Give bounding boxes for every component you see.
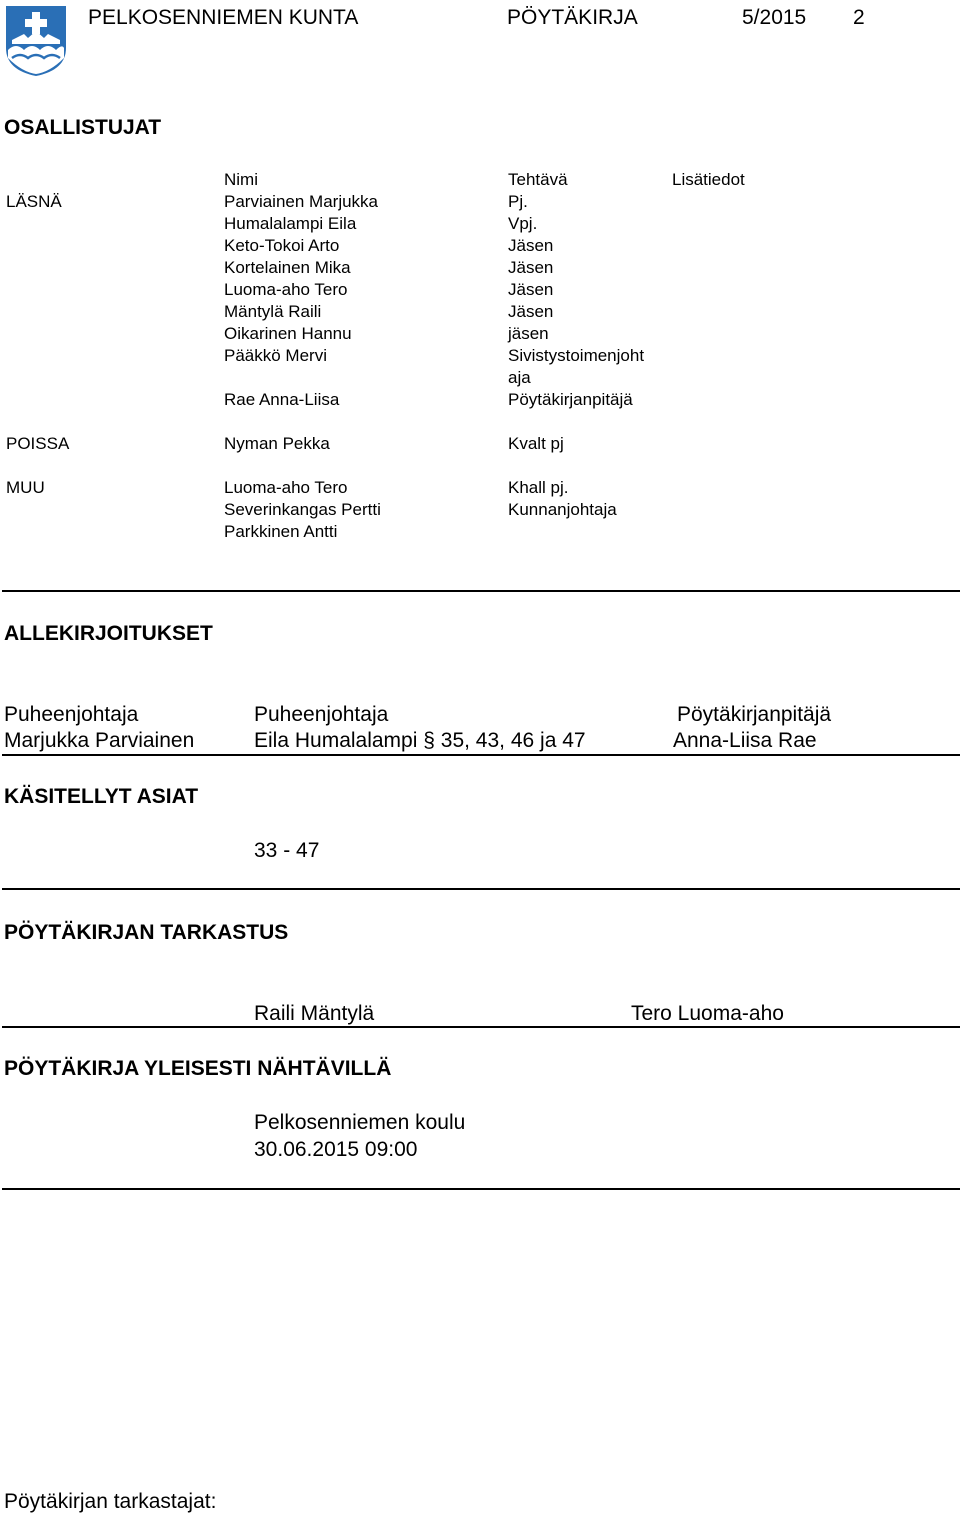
participant-role: Jäsen xyxy=(508,302,554,321)
section-divider xyxy=(2,888,960,890)
reviewer-name: Tero Luoma-aho xyxy=(631,1002,784,1025)
section-divider xyxy=(2,1188,960,1190)
participant-role: Jäsen xyxy=(508,258,554,277)
participant-role: Khall pj. xyxy=(508,478,569,497)
participant-name: Parkkinen Antti xyxy=(224,522,338,541)
signature-role: Puheenjohtaja xyxy=(4,703,139,726)
section-divider xyxy=(2,590,960,592)
section-divider xyxy=(2,754,960,756)
participant-name: Pääkkö Mervi xyxy=(224,346,327,365)
participant-name: Luoma-aho Tero xyxy=(224,280,348,299)
participant-role-continuation: aja xyxy=(508,368,531,387)
signature-name: Anna-Liisa Rae xyxy=(673,729,817,752)
signature-name: Marjukka Parviainen xyxy=(4,729,195,752)
column-name-header: Nimi xyxy=(224,170,258,189)
coat-of-arms-logo xyxy=(4,4,68,78)
participant-name: Nyman Pekka xyxy=(224,434,330,453)
participant-role: Pöytäkirjanpitäjä xyxy=(508,390,633,409)
public-display-datetime: 30.06.2015 09:00 xyxy=(254,1138,418,1161)
column-role-header: Tehtävä xyxy=(508,170,568,189)
signature-name: Eila Humalalampi xyxy=(254,729,418,752)
reviewers-footer-label: Pöytäkirjan tarkastajat: xyxy=(4,1490,217,1513)
participant-name: Kortelainen Mika xyxy=(224,258,351,277)
signatures-heading: ALLEKIRJOITUKSET xyxy=(4,622,213,645)
column-notes-header: Lisätiedot xyxy=(672,170,745,189)
participant-role: Kunnanjohtaja xyxy=(508,500,617,519)
section-sign-icon: § xyxy=(423,729,435,752)
participant-name: Keto-Tokoi Arto xyxy=(224,236,340,255)
participant-role: Pj. xyxy=(508,192,528,211)
handled-matters-heading: KÄSITELLYT ASIAT xyxy=(4,785,199,808)
participant-role: Kvalt pj xyxy=(508,434,564,453)
review-heading: PÖYTÄKIRJAN TARKASTUS xyxy=(4,921,289,944)
participant-name: Rae Anna-Liisa xyxy=(224,390,340,409)
participant-name: Humalalampi Eila xyxy=(224,214,357,233)
page-number: 2 xyxy=(853,6,865,29)
participant-role: jäsen xyxy=(508,324,549,343)
organization-name: PELKOSENNIEMEN KUNTA xyxy=(88,6,359,29)
participant-role: Jäsen xyxy=(508,280,554,299)
document-type: PÖYTÄKIRJA xyxy=(507,6,638,29)
public-display-place: Pelkosenniemen koulu xyxy=(254,1111,466,1134)
participant-name: Severinkangas Pertti xyxy=(224,500,381,519)
participant-name: Luoma-aho Tero xyxy=(224,478,348,497)
present-label: LÄSNÄ xyxy=(6,192,62,211)
signature-note: 35, 43, 46 ja 47 xyxy=(440,729,586,752)
public-display-heading: PÖYTÄKIRJA YLEISESTI NÄHTÄVILLÄ xyxy=(4,1057,392,1080)
other-label: MUU xyxy=(6,478,45,497)
participants-heading: OSALLISTUJAT xyxy=(4,116,162,139)
signature-role: Pöytäkirjanpitäjä xyxy=(677,703,832,726)
handled-matters-range: 33 - 47 xyxy=(254,839,320,862)
participant-role: Jäsen xyxy=(508,236,554,255)
document-number: 5/2015 xyxy=(742,6,807,29)
participant-name: Oikarinen Hannu xyxy=(224,324,352,343)
signature-name-with-note xyxy=(254,729,586,753)
participant-name: Parviainen Marjukka xyxy=(224,192,379,211)
reviewer-name: Raili Mäntylä xyxy=(254,1002,375,1025)
absent-label: POISSA xyxy=(6,434,70,453)
section-divider xyxy=(2,1026,960,1028)
signature-role: Puheenjohtaja xyxy=(254,703,389,726)
participant-name: Mäntylä Raili xyxy=(224,302,322,321)
participant-role: Vpj. xyxy=(508,214,538,233)
participant-role: Sivistystoimenjoht xyxy=(508,346,645,365)
